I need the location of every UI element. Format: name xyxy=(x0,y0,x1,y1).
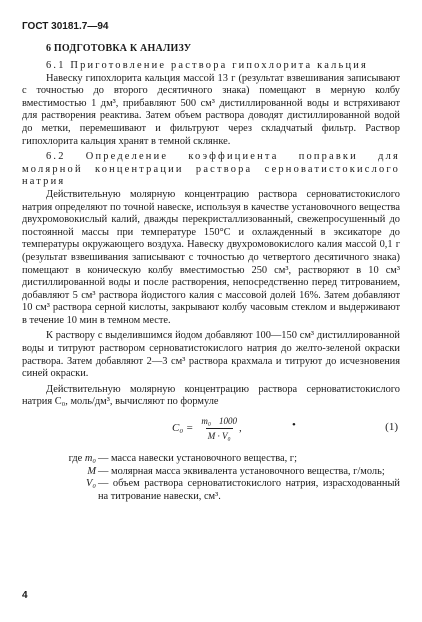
formula-lhs: C₀ = xyxy=(172,422,194,435)
definition-lead: где xyxy=(68,453,83,465)
subsection-heading-6-1: 6.1 Приготовление раствора гипохлорита кальция xyxy=(46,60,368,71)
definition-item xyxy=(22,478,400,503)
formula xyxy=(172,415,242,442)
page-number: 4 xyxy=(22,590,28,601)
section-title: 6 ПОДГОТОВКА К АНАЛИЗУ xyxy=(46,43,192,54)
formula-tail: , xyxy=(238,422,242,435)
formula-dot: • xyxy=(292,419,296,432)
paragraph-6-2-b: К раствору с выделившимся йодом добавляют 100—150 см³ дистиллированной воды и титруют раствором серноватистокислого натрия до желто-зеленой окраски раствора. Затем добавляют 2—3 см³ раствора крахмала и титруют до исчезновения синей окраски. xyxy=(22,330,400,380)
definition-text: — объем раствора серноватистокислого натрия, израсходованный на титрование навески, см³. xyxy=(98,478,400,502)
paragraph-6-2-a: Действительную молярную концентрацию раствора серноватистокислого натрия определяют по точной навеске, используя в качестве установочного вещества двухромовокислый калий, дважды перекристаллизованный, свежепросушенный до постоянной массы при температуре 150°С и охлажденный в эксикаторе до температуры окружающего воздуха. Навеску двухромовокислого калия массой 0,1 г (результат взвешивания записывают с точностью до четвертого десятичного знака) помещают в коническую колбу вместимостью 250 см³, растворяют в 10 см³ дистиллированной воды и после растворения, непосредственно перед титрованием, добавляют 5 см³ раствора йодистого калия с массовой долей 16%. Затем добавляют 10 см³ раствора серной кислоты, закрывают колбу часовым стеклом и выдерживают в течение 10 мин в темном месте. xyxy=(22,188,400,326)
definition-item xyxy=(22,466,400,479)
definition-text: — масса навески установочного вещества, г; xyxy=(98,453,297,465)
formula-numerator xyxy=(199,415,239,428)
paragraph-6-1: Навеску гипохлорита кальция массой 13 г (результат взвешивания записывают с точностью до второго десятичного знака) помещают в мерную колбу вместимостью 1 дм³, прибавляют 500 см³ дистиллированной воды и встряхивают для растворения реактива. Затем объем раствора доводят дистиллированной водой до метки, перемешивают и фильтруют через складчатый фильтр. Раствор гипохлорита кальция хранят в темной склянке. xyxy=(22,72,400,147)
definition-symbol: V₀ xyxy=(86,478,96,490)
formula-numerator-right: 1000 xyxy=(218,416,237,427)
definition-text: — молярная масса эквивалента установочного вещества, г/моль; xyxy=(98,465,385,477)
paragraph-6-2-c: Действительную молярную концентрацию раствора серноватистокислого натрия С₀, моль/дм³, вычисляют по формуле xyxy=(22,383,400,408)
formula-fraction xyxy=(199,415,239,442)
definition-symbol: M xyxy=(87,465,96,477)
formula-numerator-left: m₀ xyxy=(201,416,211,427)
formula-number: (1) xyxy=(385,421,398,434)
standard-header: ГОСТ 30181.7—94 xyxy=(22,21,109,32)
definition-item xyxy=(22,453,400,466)
document-body xyxy=(22,60,400,503)
definition-symbol xyxy=(22,453,98,466)
subsection-heading-6-2: 6.2 Определение коэффициента поправки для молярной концентрации раствора серноватистокислого натрия xyxy=(22,151,400,188)
formula-denominator: M · V₀ xyxy=(206,428,233,443)
definitions-list xyxy=(22,453,400,503)
formula-block xyxy=(22,413,400,451)
definition-symbol-text: m₀ xyxy=(84,453,96,465)
